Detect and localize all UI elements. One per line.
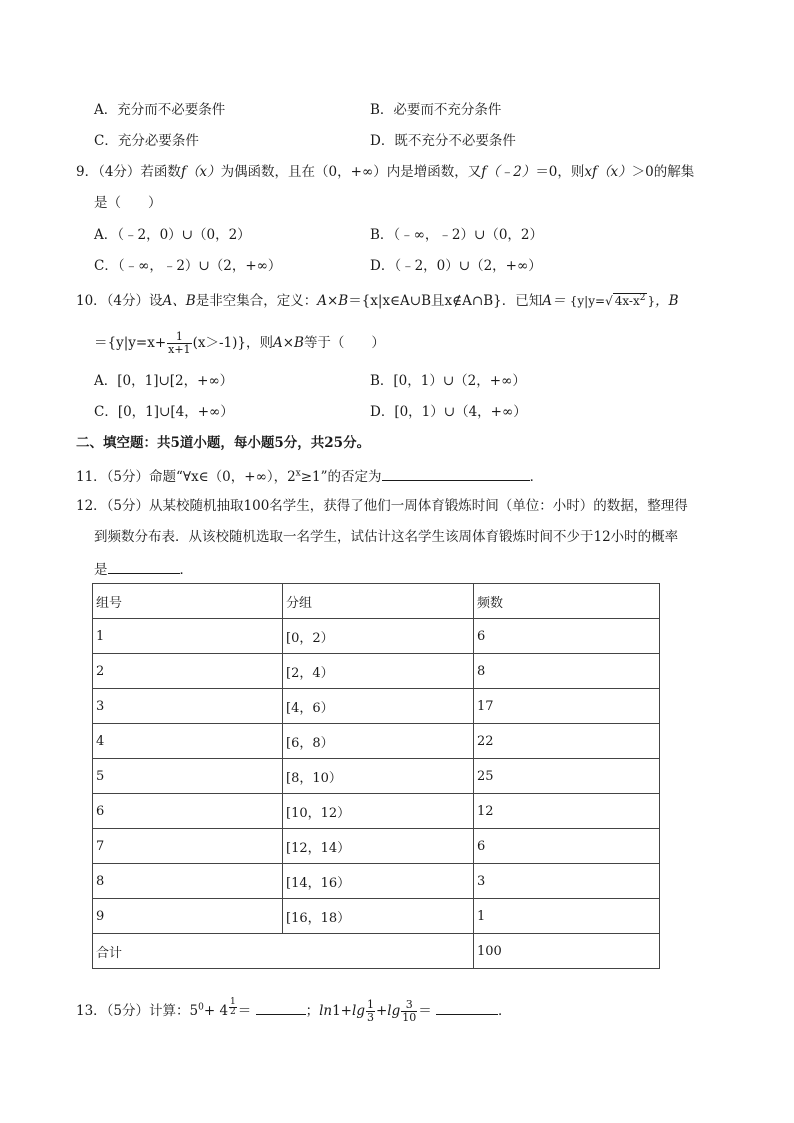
q10-def1: 是非空集合，定义： bbox=[195, 293, 318, 309]
table-cell: [8，10） bbox=[283, 759, 474, 794]
q13-plus2: + bbox=[375, 1003, 388, 1019]
q13-ln: ln bbox=[319, 1003, 333, 1019]
q11-answer-blank[interactable] bbox=[382, 466, 530, 481]
q13-exp-fraction bbox=[229, 998, 237, 1017]
q10-line2-axb: A×B bbox=[272, 335, 304, 351]
q13-eq2: ＝ bbox=[418, 1003, 432, 1019]
q13-frac2-den: 10 bbox=[402, 1011, 417, 1024]
section-heading: 二、填空题：共5道小题，每小题5分，共25分。 bbox=[76, 435, 371, 451]
table-cell: 4 bbox=[93, 724, 283, 759]
table-row bbox=[93, 654, 660, 689]
q9-stem bbox=[76, 163, 694, 181]
q10-a-eq: A＝ bbox=[542, 293, 566, 309]
table-header: 分组 bbox=[283, 584, 474, 619]
table-cell: 17 bbox=[474, 689, 660, 724]
q9-option-b: B．（﹣∞，﹣2）∪（0，2） bbox=[370, 227, 543, 243]
q11-end: ． bbox=[529, 469, 544, 485]
table-row bbox=[93, 864, 660, 899]
q13-exp-den: 2 bbox=[230, 1007, 236, 1017]
q8-option-d: D．既不充分不必要条件 bbox=[370, 133, 516, 149]
q10-line2-tail: 等于（ ） bbox=[303, 335, 385, 351]
q10-line2-mid: ，则 bbox=[245, 335, 273, 351]
q10-set-a bbox=[570, 294, 655, 308]
q13-lg2: lg bbox=[387, 1003, 401, 1019]
q10-ab: A、B bbox=[162, 293, 196, 309]
table-cell: 25 bbox=[474, 759, 660, 794]
q13 bbox=[76, 998, 512, 1024]
q13-fraction-2 bbox=[401, 999, 417, 1024]
q9-f-neg2: f（﹣2） bbox=[481, 164, 536, 180]
q10-number: 10．（4分）设 bbox=[76, 293, 163, 309]
q10-option-c: C．[0，1]∪[4，+∞） bbox=[94, 404, 234, 420]
q9-stem-line2: 是（ ） bbox=[94, 195, 162, 211]
table-cell: [12，14） bbox=[283, 829, 474, 864]
q9-option-d: D．（﹣2，0）∪（2，+∞） bbox=[370, 258, 542, 274]
table-header: 频数 bbox=[474, 584, 660, 619]
table-row bbox=[93, 724, 660, 759]
q13-end: ． bbox=[498, 1003, 512, 1019]
table-cell: 7 bbox=[93, 829, 283, 864]
q10-option-a: A．[0，1]∪[2，+∞） bbox=[94, 373, 234, 389]
q10-line2-pre: ＝{y|y=x+ bbox=[94, 335, 167, 351]
table-total-label: 合计 bbox=[93, 934, 474, 969]
q13-frac1-den: 3 bbox=[366, 1011, 374, 1024]
table-cell: [2，4） bbox=[283, 654, 474, 689]
table-cell: 5 bbox=[93, 759, 283, 794]
q13-eq1: ＝ bbox=[237, 1003, 252, 1019]
q10-stem bbox=[76, 292, 679, 310]
q9-option-a: A．（﹣2，0）∪（0，2） bbox=[94, 227, 251, 243]
q13-part2a: 1+ bbox=[332, 1003, 352, 1019]
q13-frac2-num: 3 bbox=[401, 999, 417, 1012]
q12-line1: 12．（5分）从某校随机抽取100名学生，获得了他们一周体育锻炼时间（单位：小时）的数据，整理得 bbox=[76, 498, 688, 514]
q9-xfx: xf（x） bbox=[584, 164, 632, 180]
table-row bbox=[93, 759, 660, 794]
table-header-row bbox=[93, 584, 660, 619]
q12-line2: 到频数分布表．从该校随机选取一名学生，试估计这名学生该周体育锻炼时间不少于12小时的概率 bbox=[94, 529, 679, 545]
table-cell: 1 bbox=[474, 899, 660, 934]
q13-sep: ； bbox=[305, 1003, 320, 1019]
q11-post: ≥1”的否定为 bbox=[300, 469, 382, 485]
q10-frac-num: 1 bbox=[167, 331, 191, 344]
q11-exp: x bbox=[295, 468, 301, 479]
q13-answer-blank-1[interactable] bbox=[256, 1000, 306, 1015]
q10-def2: ＝{x|x∈A∪B且x∉A∩B}．已知 bbox=[348, 293, 543, 309]
table-row bbox=[93, 794, 660, 829]
table-cell: 3 bbox=[474, 864, 660, 899]
table-cell: [16，18） bbox=[283, 899, 474, 934]
q13-plus: + 4 bbox=[203, 1003, 229, 1019]
table-cell: [0，2） bbox=[283, 619, 474, 654]
frequency-table bbox=[92, 583, 660, 969]
table-total-value: 100 bbox=[474, 934, 660, 969]
q8-option-a: A．充分而不必要条件 bbox=[94, 102, 226, 118]
table-cell: 6 bbox=[474, 619, 660, 654]
q10-fraction bbox=[167, 331, 191, 356]
table-cell: 8 bbox=[474, 654, 660, 689]
q12-line3-pre: 是 bbox=[94, 562, 108, 578]
q9-number: 9．（4分）若函数 bbox=[76, 164, 181, 180]
q10-option-b: B．[0，1）∪（2，+∞） bbox=[370, 373, 526, 389]
q12-line3-end: ． bbox=[179, 562, 193, 578]
table-header: 组号 bbox=[93, 584, 283, 619]
q9-tail: ＞0的解集 bbox=[631, 164, 695, 180]
table-cell: [4，6） bbox=[283, 689, 474, 724]
q10-line2-cond: (x＞-1)} bbox=[192, 335, 246, 351]
q10-set-a-post: } bbox=[647, 294, 656, 308]
q9-option-c: C．（﹣∞，﹣2）∪（2，+∞） bbox=[94, 258, 282, 274]
table-cell: [10，12） bbox=[283, 794, 474, 829]
table-row bbox=[93, 619, 660, 654]
q10-radicand-text: 4x-x bbox=[614, 294, 640, 308]
q8-option-b: B．必要而不充分条件 bbox=[370, 102, 502, 118]
table-row bbox=[93, 829, 660, 864]
q11-pre: 11．（5分）命题“∀x∈（0，+∞），2 bbox=[76, 469, 296, 485]
q13-answer-blank-2[interactable] bbox=[436, 1000, 498, 1015]
q8-option-c: C．充分必要条件 bbox=[94, 133, 199, 149]
q10-frac-den: x+1 bbox=[168, 343, 191, 356]
q10-stem-line2 bbox=[94, 331, 385, 356]
q9-fx: f（x） bbox=[180, 164, 221, 180]
q10-b-var: ，B bbox=[655, 293, 679, 309]
table-cell: 6 bbox=[93, 794, 283, 829]
q12-line3 bbox=[94, 559, 193, 579]
table-row bbox=[93, 689, 660, 724]
q13-lg1: lg bbox=[352, 1003, 365, 1019]
q13-pre: 13．（5分）计算：5 bbox=[76, 1003, 199, 1019]
q13-frac1-num: 1 bbox=[366, 998, 374, 1011]
table-total-row bbox=[93, 934, 660, 969]
table-cell: [6，8） bbox=[283, 724, 474, 759]
q9-mid2: ＝0，则 bbox=[535, 164, 585, 180]
table-cell: [14，16） bbox=[283, 864, 474, 899]
q13-fraction-1 bbox=[366, 999, 375, 1024]
table-cell: 2 bbox=[93, 654, 283, 689]
table-cell: 3 bbox=[93, 689, 283, 724]
q9-mid1: 为偶函数，且在（0，+∞）内是增函数，又 bbox=[220, 164, 482, 180]
table-cell: 6 bbox=[474, 829, 660, 864]
table-cell: 1 bbox=[93, 619, 283, 654]
sqrt-sign: √ bbox=[605, 294, 613, 308]
table-row bbox=[93, 899, 660, 934]
q10-radicand bbox=[613, 293, 648, 308]
table-cell: 8 bbox=[93, 864, 283, 899]
q10-option-d: D．[0，1）∪（4，+∞） bbox=[370, 404, 527, 420]
q10-radicand-exp: 2 bbox=[639, 293, 646, 303]
table-cell: 22 bbox=[474, 724, 660, 759]
q10-set-a-pre: {y|y= bbox=[569, 294, 606, 308]
q13-exp-num: 1 bbox=[230, 997, 236, 1007]
q11 bbox=[76, 466, 543, 486]
q10-axb: A×B bbox=[317, 293, 349, 309]
q13-exp0: 0 bbox=[198, 1002, 204, 1013]
q12-answer-blank[interactable] bbox=[108, 559, 180, 574]
table-cell: 9 bbox=[93, 899, 283, 934]
table-cell: 12 bbox=[474, 794, 660, 829]
